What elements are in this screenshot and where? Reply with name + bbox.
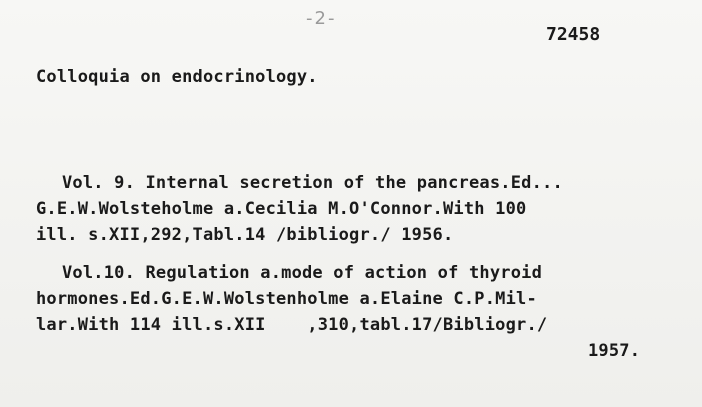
series-title: Colloquia on endocrinology. xyxy=(36,67,318,87)
call-number: 72458 xyxy=(546,24,601,45)
entry-line: G.E.W.Wolsteholme a.Cecilia M.O'Connor.With 100 xyxy=(36,199,527,219)
entry-line: hormones.Ed.G.E.W.Wolstenholme a.Elaine C.P.Mil- xyxy=(36,289,537,309)
entry-line: 1957. xyxy=(588,341,641,361)
entry-line: ill. s.XII,292,Tabl.14 /bibliogr./ 1956. xyxy=(36,225,454,245)
entry-line: Vol.10. Regulation a.mode of action of thyroid xyxy=(62,263,543,283)
entry-line: lar.With 114 ill.s.XII ,310,tabl.17/Bibliogr./ xyxy=(36,315,548,335)
entry-line: Vol. 9. Internal secretion of the pancreas.Ed... xyxy=(62,173,563,193)
page-mark: -2- xyxy=(306,8,337,29)
